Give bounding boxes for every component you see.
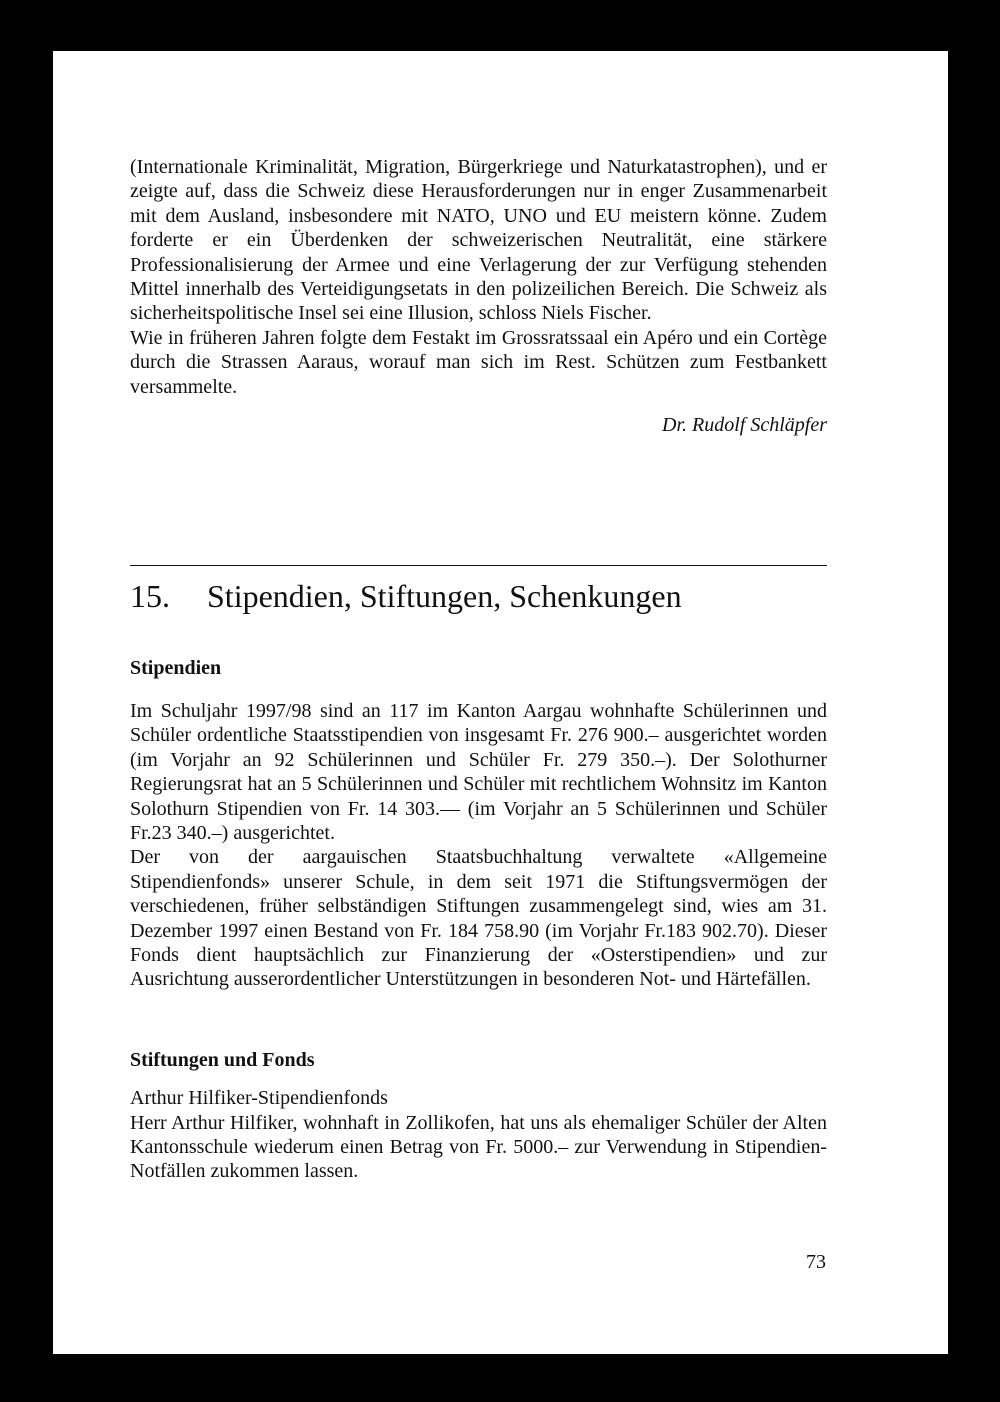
section-title: Stipendien, Stiftungen, Schenkungen: [207, 578, 682, 615]
intro-paragraph-1: (Internationale Kriminalität, Migration, Bürgerkriege und Naturkatastrophen), und er zeigte auf, dass die Schweiz diese Herausforderungen nur in enger Zusammenarbeit mit dem Ausland, insbesondere mit NATO, UNO und EU meistern könne. Zudem forderte er ein Überdenken der schweizerischen Neutralität, eine stärkere Professionalisierung der Armee und eine Verlagerung der zur Verfügung stehenden Mittel innerhalb des Verteidigungsetats in den polizeilichen Bereich. Die Schweiz als sicherheitspolitische Insel sei eine Illusion, schloss Niels Fischer.: [130, 156, 827, 325]
page-number: 73: [806, 1251, 826, 1273]
section-number: 15.: [130, 578, 170, 615]
author-signature: Dr. Rudolf Schläpfer: [662, 414, 827, 437]
fund-name: Arthur Hilfiker-Stipendienfonds: [130, 1087, 388, 1110]
subheading-stiftungen: Stiftungen und Fonds: [130, 1048, 315, 1071]
subheading-stipendien: Stipendien: [130, 657, 222, 680]
stipendien-paragraph-1: Im Schuljahr 1997/98 sind an 117 im Kanton Aargau wohnhafte Schülerinnen und Schüler ordentliche Staatsstipendien von insgesamt Fr. 276 900.– ausgerichtet worden (im Vorjahr an 92 Schülerinnen und Schüler Fr. 279 350.–). Der Solothurner Regierungsrat hat an 5 Schülerinnen und Schüler mit rechtlichem Wohnsitz im Kanton Solothurn Stipendien von Fr. 14 303.— (im Vorjahr an 5 Schülerinnen und Schüler Fr.23 340.–) ausgerichtet.: [130, 699, 827, 844]
stipendien-paragraph-2: Der von der aargauischen Staatsbuchhaltung verwaltete «Allgemeine Stipendienfonds» unserer Schule, in dem seit 1971 die Stiftungsvermögen der verschiedenen, früher selbständigen Stiftungen zusammengelegt sind, wies am 31. Dezember 1997 einen Bestand von Fr. 184 758.90 (im Vorjahr Fr.183 902.70). Dieser Fonds dient hauptsächlich zur Finanzierung der «Osterstipendien» und zur Ausrichtung ausserordentlicher Unterstützungen in besonderen Not- und Härtefällen.: [130, 846, 827, 991]
section-divider: [130, 565, 827, 566]
document-page: [53, 51, 948, 1354]
section-heading: [130, 574, 827, 618]
stiftungen-paragraph-1: Herr Arthur Hilfiker, wohnhaft in Zollikofen, hat uns als ehemaliger Schüler der Alten Kantonsschule wiederum einen Betrag von Fr. 5000.– zur Verwendung in Stipendien-Notfällen zukommen lassen.: [130, 1111, 827, 1183]
intro-paragraph-2: Wie in früheren Jahren folgte dem Festakt im Grossratssaal ein Apéro und ein Cortège durch die Strassen Aaraus, worauf man sich im Rest. Schützen zum Festbankett versammelte.: [130, 326, 827, 398]
page-content: [130, 155, 827, 1184]
